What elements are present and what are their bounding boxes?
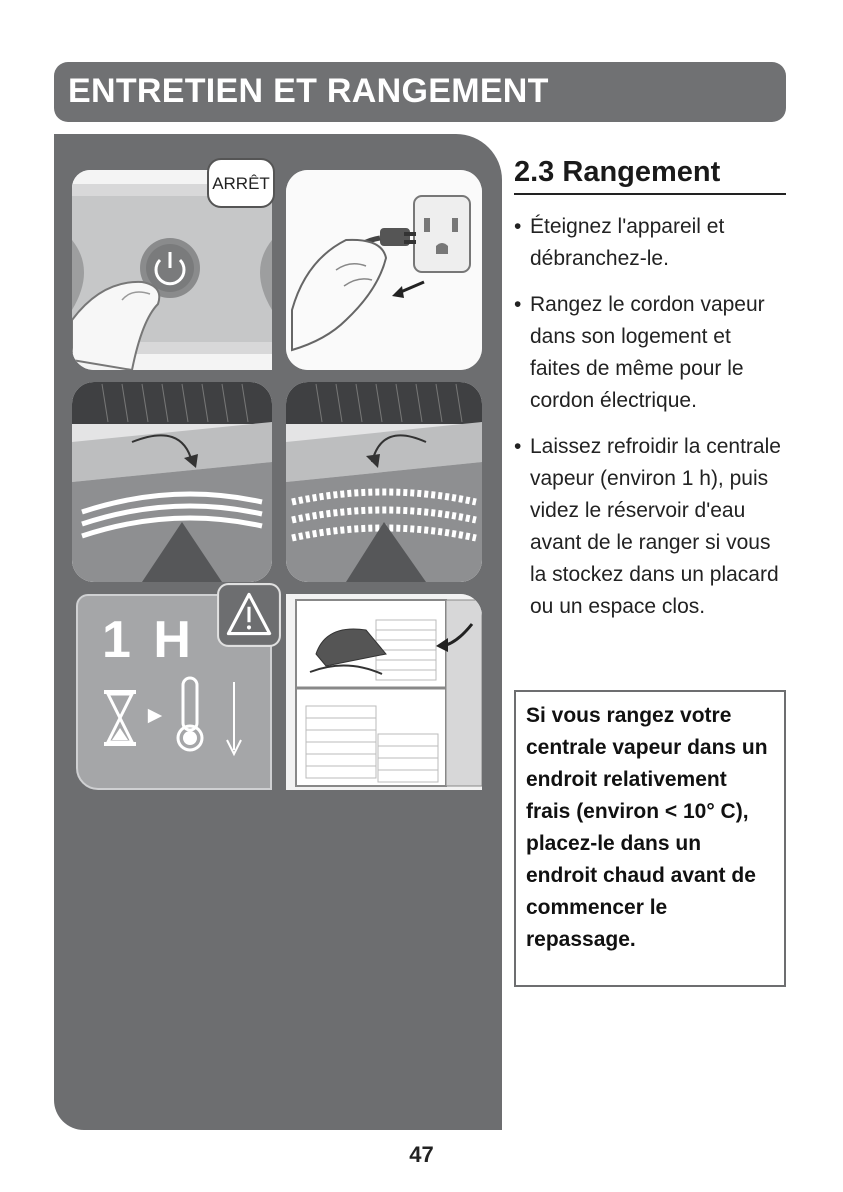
- note-box: [514, 690, 786, 987]
- page-number: 47: [409, 1142, 434, 1167]
- list-item: [514, 289, 786, 417]
- outlet-icon: [414, 196, 470, 272]
- section-title: 2.3 Rangement: [514, 156, 786, 195]
- arret-tab: [207, 158, 275, 208]
- bullet-symbol: •: [514, 215, 522, 238]
- play-arrow-icon: [146, 706, 164, 726]
- arret-label: ARRÊT: [212, 174, 270, 193]
- bullet-symbol: •: [514, 293, 522, 316]
- list-item: [514, 211, 786, 275]
- list-item-text: Rangez le cordon vapeur dans son logement et faites de même pour le cordon électrique.: [530, 293, 765, 412]
- cooling-time-panel: [76, 594, 272, 790]
- storage-section: [514, 156, 786, 637]
- illustration-unplug: [286, 170, 482, 370]
- note-text: Si vous rangez votre centrale vapeur dans un endroit relativement frais (environ < 10° C), placez-le dans un endroit chaud avant de commencer le repassage.: [526, 704, 768, 951]
- down-arrow-icon: [224, 680, 244, 760]
- warning-triangle-icon: [216, 582, 282, 648]
- illustration-cord-storage: [72, 382, 272, 582]
- illustration-cord-storage-electric: [286, 382, 482, 582]
- illustration-cupboard-storage: [286, 594, 482, 790]
- instruction-list: [514, 211, 786, 623]
- hourglass-icon: [100, 688, 140, 748]
- list-item-text: Laissez refroidir la centrale vapeur (environ 1 h), puis videz le réservoir d'eau avant de le ranger si vous la stockez dans un placard ou un espace clos.: [530, 435, 781, 618]
- list-item-text: Éteignez l'appareil et débranchez-le.: [530, 215, 725, 270]
- thermometer-icon: [170, 674, 210, 754]
- bullet-symbol: •: [514, 435, 522, 458]
- duration-label: 1 H: [102, 611, 195, 669]
- page-title: ENTRETIEN ET RANGEMENT: [68, 72, 549, 110]
- list-item: [514, 431, 786, 623]
- header-bar: [54, 62, 786, 122]
